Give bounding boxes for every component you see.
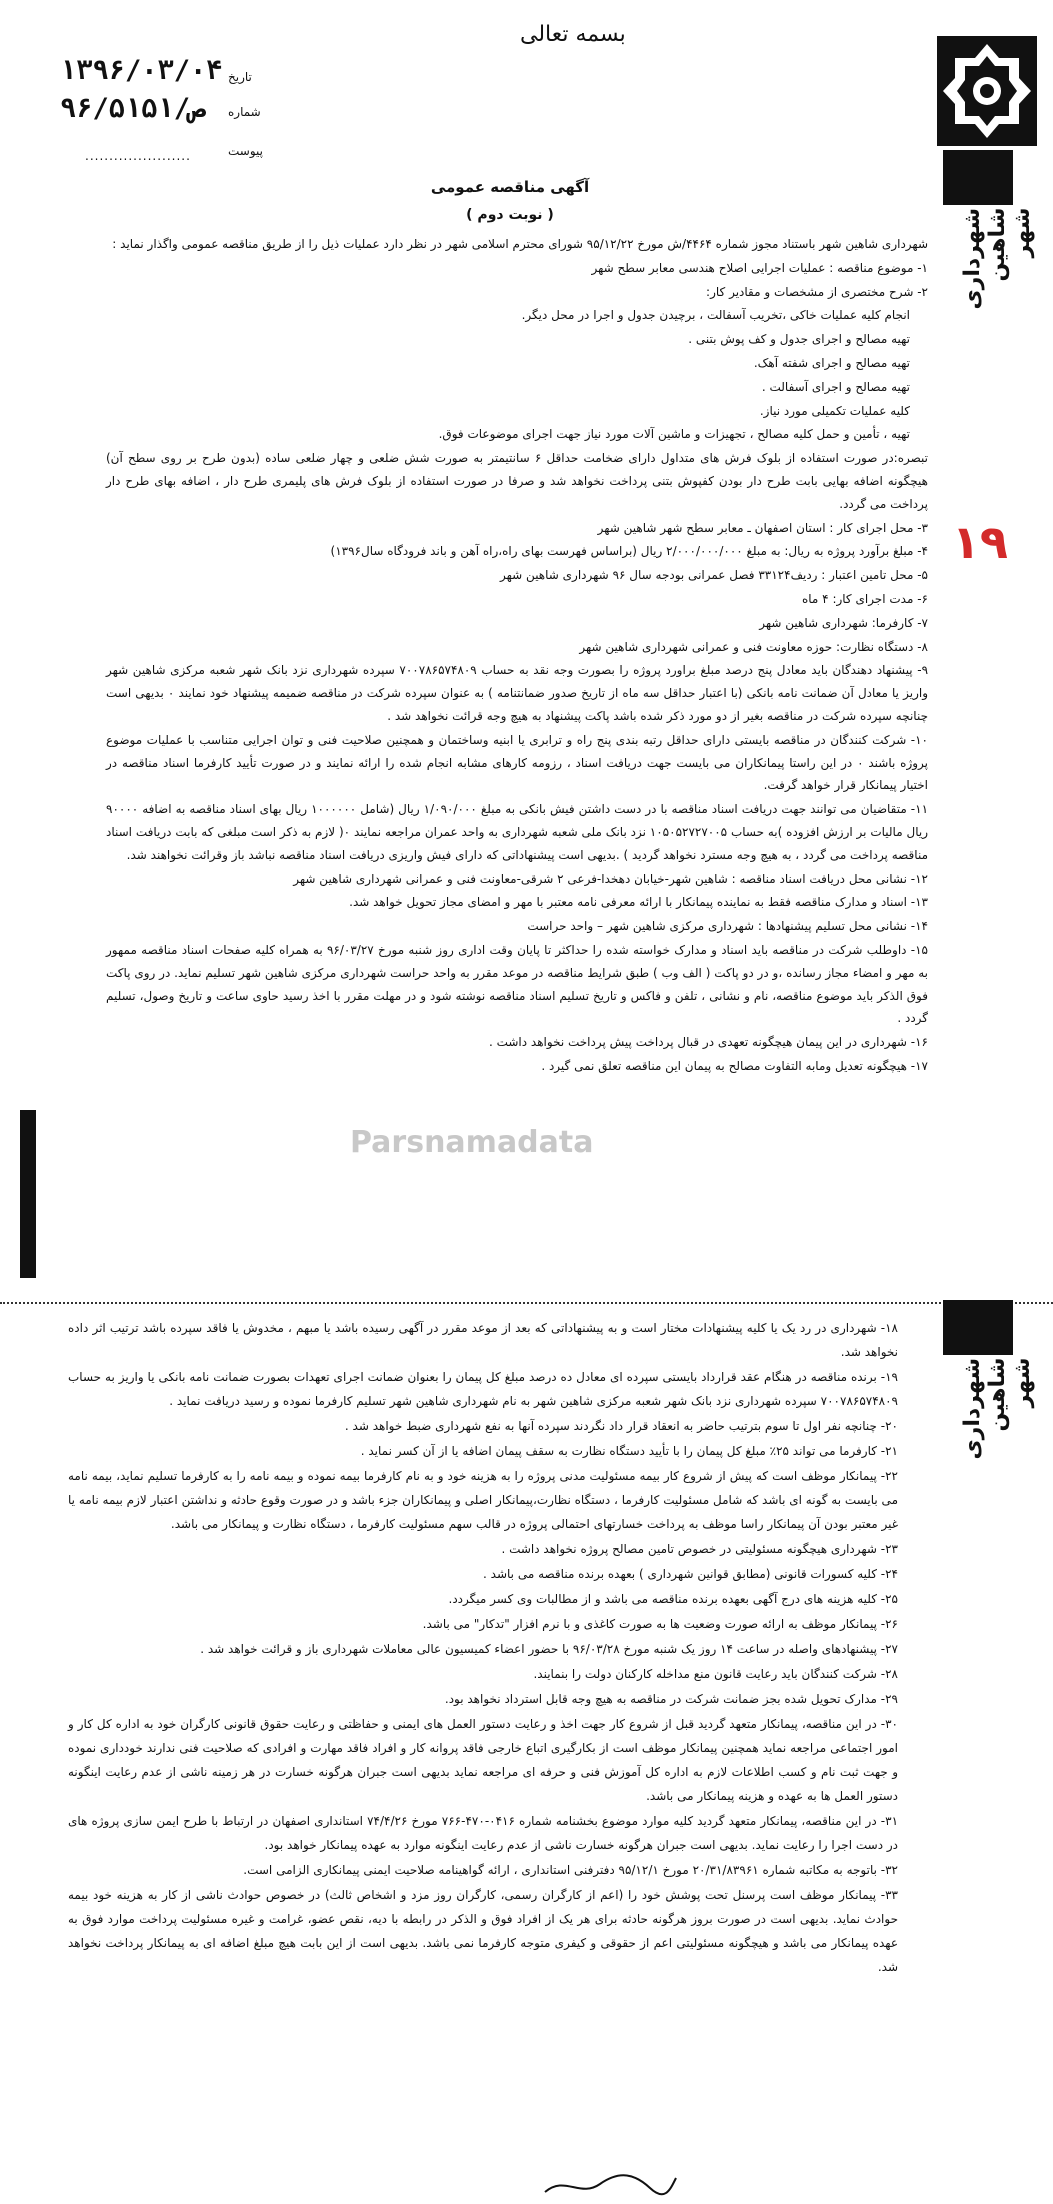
date-label: تاریخ [228,70,252,84]
subitem: انجام کلیه عملیات خاکی ،تخریب آسفالت ، برچیدن جدول و اجرا در محل دیگر. [521,308,910,323]
list-item: ۲۲- پیمانکار موظف است که پیش از شروع کار بیمه مسئولیت مدنی پروژه را به هزینه خود و به نام کارفرما بیمه نموده و بیمه نامه را به کارفرما تسلیم نماید، بیمه نامه می بایست به گونه ای باشد که شامل مسئولیت کارفرما ، دستگاه نظارت،پیمانکار اصلی و پیمانکاران جزء باشد و در صورت وقوع حادثه و نداشتن اعتبار لازم بیمه نامه یا غیر معتبر بودن آن پیمانکار راسا موظف به پرداخت خسارتهای احتمالی پروژه در قالب سهم مسئولیت کارفرما ، دستگاه نظارت و پیمانکار می باشد. [68,1469,898,1531]
org-script: شهرداری شاهین شهر [960,1358,1035,1460]
list-item: ۲۹- مدارک تحویل شده بجز ضمانت شرکت در مناقصه به هیچ وجه قابل استرداد نخواهد بود. [444,1692,898,1706]
list-item: ۳۱- در این مناقصه، پیمانکار متعهد گردید کلیه موارد موضوع بخشنامه شماره ۰۴۱۶-۴۷۰-۷۶۶ مورخ ۷۴/۴/۲۶ استانداری اصفهان در ارتباط با طرح ایمن سازی پروژه های در دست اجرا را رعایت نماید. بدیهی است جبران هرگونه خسارت ناشی از عدم رعایت اینگونه موارد به عهده پیمانکار خواهد بود. [68,1814,899,1852]
watermark: Parsnamadata [350,1125,594,1160]
list-item: ۱۲- نشانی محل دریافت اسناد مناقصه : شاهین شهر-خیابان دهخدا-فرعی ۲ شرقی-معاونت فنی و عمرانی شهرداری شاهین شهر [293,871,928,886]
page-number: ۱۹ [951,515,1008,569]
list-item: ۱۸- شهرداری در رد یک یا کلیه پیشنهادات مختار است و به پیشنهاداتی که بعد از موعد مقرر در آگهی رسیده باشد یا مبهم ، مخدوش یا فاقد سپرده باشد ترتیب اثر داده نخواهد شد. [68,1321,898,1359]
list-item: ۲۱- کارفرما می تواند ۲۵٪ مبلغ کل پیمان را با تأیید دستگاه نظارت به سقف پیمان اضافه یا از آن کسر نماید . [360,1444,898,1458]
city-seal-icon [936,36,1038,146]
org-script: شهرداری شاهین شهر [960,208,1035,310]
number-label: شماره [228,105,261,119]
page-divider [0,1302,1053,1305]
municipality-logo-icon [933,150,1043,310]
notice-body-part2 [68,1316,898,1980]
subitem: تهیه مصالح و اجرای شفته آهک. [753,355,910,370]
list-item: ۴- مبلغ برآورد پروژه به ریال: به مبلغ ۲/۰۰۰/۰۰۰/۰۰۰ ریال (براساس فهرست بهای راه،راه آهن و باند فرودگاه سال۱۳۹۶) [330,544,928,559]
list-item: ۶- مدت اجرای کار: ۴ ماه [801,591,928,606]
notice-subtitle: ( نوبت دوم ) [466,207,554,223]
handwritten-number: ۹۶/۵۱۵۱/ص [60,93,207,124]
list-item: ۷- کارفرما: شهرداری شاهین شهر [759,615,928,630]
attachment-value: ...................... [85,149,191,163]
subitem: تهیه مصالح و اجرای آسفالت . [761,379,910,394]
list-item: ۵- محل تامین اعتبار : ردیف۳۳۱۲۴ فصل عمرانی بودجه سال ۹۶ شهرداری شاهین شهر [500,568,928,583]
note-text: تبصره:در صورت استفاده از بلوک فرش های متداول دارای ضخامت حداقل ۶ سانتیمتر به صورت شش ضلعی و چهار ضلعی ساده (بدون طرح بر روی سطح آن) هیچگونه اضافه بهایی بابت طرح دار بودن کفپوش بتنی پرداخت نخواهد شد و صرفا در صورت استفاده از بلوک فرش های پلیمری طرح دار ، اضافه بهای طرح دار پرداخت می گردد. [106,451,928,511]
list-item: ۱۷- هیچگونه تعدیل ومابه التفاوت مصالح به پیمان این مناقصه تعلق نمی گیرد . [541,1058,928,1073]
list-item: ۳۳- پیمانکار موظف است پرسنل تحت پوشش خود را (اعم از کارگران رسمی، کارگران روز مزد و اشخاص ثالث) در خصوص حوادث ناشی از کار به هزینه خود بیمه حوادث نماید. بدیهی است در صورت بروز هرگونه حادثه برای هر یک از افراد فوق و الذکر در رابطه با دیه، نقص عضو، غرامت و غیره مسئولیت پرداخت موارد فوق به عهده پیمانکار می باشد و هیچگونه مسئولیتی اعم از حقوقی و کیفری متوجه کارفرما نمی باشد. بدیهی است از این بابت هیچ مبلغ اضافه ای به پیمانکار پرداخت نخواهد شد. [68,1888,898,1974]
subitem: تهیه ، تأمین و حمل کلیه مصالح ، تجهیزات و ماشین آلات مورد نیاز جهت اجرای موضوعات فوق. [438,427,910,442]
subitem: تهیه مصالح و اجرای جدول و کف پوش بتنی . [688,332,910,347]
list-item: ۲۷- پیشنهادهای واصله در ساعت ۱۴ روز یک شنبه مورخ ۹۶/۰۳/۲۸ با حضور اعضاء کمیسیون عالی معاملات شهرداری باز و قرائت خواهد شد . [200,1642,898,1656]
list-item: ۱۰- شرکت کنندگان در مناقصه بایستی دارای حداقل رتبه بندی پنج راه و ترابری یا ابنیه وساختمان و همچنین صلاحیت فنی و توان اجرایی متناسب با عملیات موضوع پروژه باشند ۰ در این راستا پیمانکاران می بایست جهت دریافت اسناد ، رزومه کارهای مشابه انجام شده را ارائه نمایند و در صورت تأیید کارفرما اسناد مناقصه در اختیار پیمانکار قرار خواهد گرفت. [106,732,928,793]
notice-body-part1 [106,233,928,1079]
list-item: ۲۵- کلیه هزینه های درج آگهی بعهده برنده مناقصه می باشد و از مطالبات وی کسر میگردد. [448,1592,898,1606]
attachment-label: پیوست [228,144,263,158]
list-item: ۱۳- اسناد و مدارک مناقصه فقط به نماینده پیمانکار با ارائه معرفی نامه معتبر با مهر و امضای مجاز تحویل خواهد شد. [349,895,928,910]
list-item: ۸- دستگاه نظارت: حوزه معاونت فنی و عمرانی شهرداری شاهین شهر [579,639,928,654]
list-item: ۳- محل اجرای کار : استان اصفهان ـ معابر سطح شهر شاهین شهر [597,520,928,535]
notice-title: آگهی مناقصه عمومی [430,178,590,196]
list-item: ۱۱- متقاضیان می توانند جهت دریافت اسناد مناقصه با در دست داشتن فیش بانکی به مبلغ ۱/۰۹۰/۰۰۰ ریال (شامل ۱۰۰۰۰۰۰ ریال بهای اسناد مناقصه به اضافه ۹۰۰۰۰ ریال مالیات بر ارزش افزوده )به حساب ۱۰۵۰۵۲۷۲۷۰۰۵ نزد بانک ملی شعبه شهرداری به واحد عمران مراجعه نمایند ۰( لازم به ذکر است مبلغی که بابت دریافت اسناد مناقصه پرداخت می گردد ، به هیچ وجه مسترد نخواهد گردید ) .بدیهی است پیشنهاداتی که دارای فیش واریزی دریافت اسناد مناقصه نباشد باز وقرائت نخواهند شد. [106,802,929,862]
bismillah: بسمه تعالی [520,22,626,47]
list-item: ۱۶- شهرداری در این پیمان هیچگونه تعهدی در قبال پرداخت پیش پرداخت نخواهد داشت . [488,1035,928,1050]
black-margin-bar [20,1110,36,1278]
subitem: کلیه عملیات تکمیلی مورد نیاز. [759,403,910,418]
list-item: ۳۰- در این مناقصه، پیمانکار متعهد گردید قبل از شروع کار جهت اخذ و رعایت دستور العمل های ایمنی و حفاظتی و رعایت حقوق قانونی کارگران خود به اداره کل کار و امور اجتماعی مراجعه نماید همچنین پیمانکار موظف است از بکارگیری اتباع خارجی فاقد پروانه کار و افراد فاقد مهارت و افرادی که صلاحیت فنی ندارند خودداری نموده و جهت ثبت نام و کسب اطلاعات لازم به اداره کل آموزش فنی و حرفه ای مراجعه نماید بدیهی است جبران هرگونه خسارت در هر زمینه ناشی از عدم رعایت اینگونه دستور العمل ها به عهده و هزینه پیمانکار می باشد. [68,1717,898,1803]
list-item: ۲۳- شهرداری هیچگونه مسئولیتی در خصوص تامین مصالح پروژه نخواهد داشت . [501,1542,898,1556]
signature-icon [540,2170,680,2200]
item-2: ۲- شرح مختصری از مشخصات و مقادیر کار: [706,284,928,299]
list-item: ۳۲- باتوجه به مکاتبه شماره ۲۰/۳۱/۸۳۹۶۱ مورخ ۹۵/۱۲/۱ دفترفنی استانداری ، ارائه گواهینامه صلاحیت ایمنی پیمانکاری الزامی است. [243,1863,898,1877]
list-item: ۲۴- کلیه کسورات قانونی (مطابق قوانین شهرداری ) بعهده برنده مناقصه می باشد . [483,1567,898,1581]
handwritten-date: ۱۳۹۶/۰۳/۰۴ [60,55,223,86]
municipality-logo-icon [933,1300,1043,1460]
list-item: ۲۸- شرکت کنندگان باید رعایت قانون منع مداخله کارکنان دولت را بنمایند. [533,1667,898,1681]
list-item: ۱۵- داوطلب شرکت در مناقصه باید اسناد و مدارک خواسته شده را حداکثر تا پایان وقت اداری روز شنبه مورخ ۹۶/۰۳/۲۷ به همراه کلیه صفحات اسناد مناقصه ممهور به مهر و امضاء مجاز رسانده ،و در دو پاکت ( الف وب ) طبق شرایط مناقصه در موعد مقرر به واحد حراست شهرداری مرکزی شاهین شهر تسلیم نماید. در روی پاکت فوق الذکر باید موضوع مناقصه، نام و نشانی ، تلفن و فاکس و تاریخ تسلیم اسناد مناقصه نوشته شود و در مهلت مقرر با اخذ رسید حاوی ساعت و تاریخ وصول، تسلیم گردد . [106,942,928,1026]
item-1: ۱- موضوع مناقصه : عملیات اجرایی اصلاح هندسی معابر سطح شهر [591,260,928,275]
list-item: ۱۴- نشانی محل تسلیم پیشنهادها : شهرداری مرکزی شاهین شهر – واحد حراست [527,919,928,934]
list-item: ۹- پیشنهاد دهندگان باید معادل پنج درصد مبلغ براورد پروژه را بصورت وجه نقد به حساب ۷۰۰۷۸۶۵۷۴۸۰۹ سپرده شهرداری نزد بانک شهر شعبه مرکزی شاهین شهر واریز یا معادل آن ضمانت نامه بانکی (با اعتبار حداقل سه ماه از تاریخ صدور ضمانتنامه ) به عنوان سپرده شرکت در مناقصه ضمیمه پیشنهاد خود نمایند ۰ بدیهی است چنانچه سپرده شرکت در مناقصه بغیر از دو مورد ذکر شده باشد پاکت پیشنهاد به هیچ وجه قرائت نخواهد شد . [106,663,929,723]
list-item: ۱۹- برنده مناقصه در هنگام عقد قرارداد بایستی سپرده ای معادل ده درصد مبلغ کل پیمان را بعنوان ضمانت اجرای تعهدات بصورت ضمانت نامه بانکی یا واریز به حساب ۷۰۰۷۸۶۵۷۴۸۰۹ سپرده شهرداری نزد بانک شهر شعبه مرکزی شاهین شهر به نام شهرداری شاهین شهر تسلیم کارفرما نموده و رسید دریافت نماید . [68,1370,898,1408]
intro-text: شهرداری شاهین شهر باستناد مجوز شماره ۴۴۶۴/ش مورخ ۹۵/۱۲/۲۲ شورای محترم اسلامی شهر در نظر دارد عملیات ذیل را از طریق مناقصه عمومی واگذار نماید : [112,237,928,251]
list-item: ۲۶- پیمانکار موظف به ارائه صورت وضعیت ها به صورت کاغذی و با نرم افزار "تدکار" می باشد. [422,1617,898,1631]
list-item: ۲۰- چنانچه نفر اول تا سوم بترتیب حاضر به انعقاد قرار داد نگردند سپرده آنها به نفع شهرداری ضبط خواهد شد . [344,1419,898,1433]
